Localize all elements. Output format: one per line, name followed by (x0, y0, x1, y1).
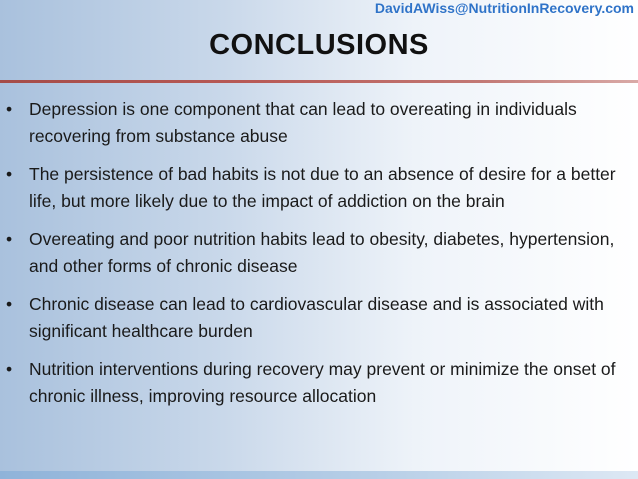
slide-title: CONCLUSIONS (209, 29, 429, 61)
bullet-item (0, 96, 632, 150)
bullet-text: Depression is one component that can lead to overeating in individuals recovering from substance abuse (29, 99, 577, 146)
bullet-dot-icon: • (6, 229, 13, 249)
bullet-item (0, 356, 632, 410)
bullet-list (0, 96, 632, 421)
bullet-text: Nutrition interventions during recovery may prevent or minimize the onset of chronic illness, improving resource allocation (29, 359, 616, 406)
bullet-item (0, 226, 632, 280)
bullet-text: Chronic disease can lead to cardiovascular disease and is associated with significant healthcare burden (29, 294, 604, 341)
title-divider (0, 80, 638, 83)
bullet-text: The persistence of bad habits is not due to an absence of desire for a better life, but more likely due to the impact of addiction on the brain (29, 164, 616, 211)
bullet-dot-icon: • (6, 164, 13, 184)
watermark-email: DavidAWiss@NutritionInRecovery.com (374, 0, 634, 16)
bullet-dot-icon: • (6, 99, 13, 119)
footer-bar (0, 471, 638, 479)
bullet-dot-icon: • (6, 359, 13, 379)
bullet-item (0, 161, 632, 215)
bullet-item (0, 291, 632, 345)
bullet-dot-icon: • (6, 294, 13, 314)
bullet-text: Overeating and poor nutrition habits lead to obesity, diabetes, hypertension, and other forms of chronic disease (29, 229, 615, 276)
